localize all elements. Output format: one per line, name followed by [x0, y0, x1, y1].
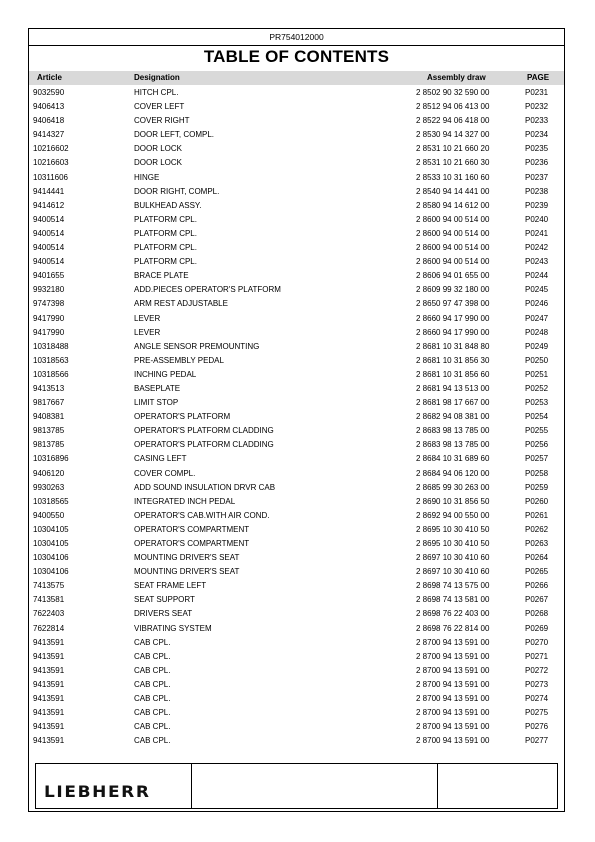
page-cell: P0249	[525, 341, 549, 351]
page-cell: P0269	[525, 623, 549, 633]
table-row	[29, 354, 564, 368]
article-cell: 9413591	[33, 665, 65, 675]
page-cell: P0258	[525, 468, 549, 478]
designation-cell: COVER RIGHT	[134, 116, 190, 126]
table-row	[29, 537, 564, 551]
page-cell: P0247	[525, 313, 549, 323]
assembly-draw-cell: 2 8683 98 13 785 00	[416, 426, 490, 436]
footer-logo-cell	[36, 764, 192, 808]
designation-cell: COVER LEFT	[134, 102, 185, 112]
table-row	[29, 171, 564, 185]
assembly-draw-cell: 2 8698 74 13 575 00	[416, 581, 490, 591]
designation-cell: OPERATOR'S PLATFORM	[134, 412, 231, 422]
assembly-draw-cell: 2 8681 94 13 513 00	[416, 383, 490, 393]
article-cell: 9413591	[33, 708, 65, 718]
table-row	[29, 326, 564, 340]
article-cell: 9406120	[33, 468, 65, 478]
document-id: PR754012000	[29, 29, 564, 46]
assembly-draw-cell: 2 8530 94 14 327 00	[416, 130, 490, 140]
table-body	[29, 86, 564, 748]
article-cell: 9413591	[33, 651, 65, 661]
column-header-page: PAGE	[527, 73, 550, 82]
designation-cell: CAB CPL.	[134, 651, 171, 661]
page-cell: P0238	[525, 186, 549, 196]
designation-cell: SEAT FRAME LEFT	[134, 581, 207, 591]
designation-cell: BULKHEAD ASSY.	[134, 200, 202, 210]
assembly-draw-cell: 2 8531 10 21 660 30	[416, 158, 490, 168]
assembly-draw-cell: 2 8700 94 13 591 00	[416, 637, 490, 647]
article-cell: 10318563	[33, 355, 69, 365]
assembly-draw-cell: 2 8650 97 47 398 00	[416, 299, 490, 309]
article-cell: 10316896	[33, 454, 69, 464]
table-row	[29, 185, 564, 199]
table-row	[29, 565, 564, 579]
designation-cell: LEVER	[134, 327, 161, 337]
table-row	[29, 551, 564, 565]
page-cell: P0251	[525, 369, 549, 379]
designation-cell: PLATFORM CPL.	[134, 228, 197, 238]
page-cell: P0231	[525, 88, 549, 97]
table-row	[29, 579, 564, 593]
assembly-draw-cell: 2 8580 94 14 612 00	[416, 200, 490, 210]
designation-cell: CAB CPL.	[134, 708, 171, 718]
table-row	[29, 424, 564, 438]
page-cell: P0234	[525, 130, 549, 140]
designation-cell: CASING LEFT	[134, 454, 187, 464]
designation-cell: INTEGRATED INCH PEDAL	[134, 496, 236, 506]
assembly-draw-cell: 2 8531 10 21 660 20	[416, 144, 490, 154]
assembly-draw-cell: 2 8700 94 13 591 00	[416, 722, 490, 732]
article-cell: 9406413	[33, 102, 65, 112]
table-row	[29, 650, 564, 664]
article-cell: 9414327	[33, 130, 65, 140]
page-cell: P0267	[525, 595, 549, 605]
designation-cell: ADD SOUND INSULATION DRVR CAB	[134, 482, 276, 492]
page-cell: P0260	[525, 496, 549, 506]
article-cell: 9400514	[33, 243, 65, 253]
page-cell: P0263	[525, 539, 549, 548]
table-row	[29, 452, 564, 466]
table-row	[29, 128, 564, 142]
assembly-draw-cell: 2 8695 10 30 410 50	[416, 524, 490, 534]
article-cell: 10304105	[33, 539, 69, 548]
column-header-assembly-draw: Assembly draw	[427, 73, 486, 82]
article-cell: 7622814	[33, 623, 65, 633]
article-cell: 9400514	[33, 214, 65, 224]
page-cell: P0245	[525, 285, 549, 295]
designation-cell: ARM REST ADJUSTABLE	[134, 299, 228, 309]
assembly-draw-cell: 2 8700 94 13 591 00	[416, 665, 490, 675]
page-cell: P0250	[525, 355, 549, 365]
designation-cell: OPERATOR'S COMPARTMENT	[134, 539, 250, 548]
article-cell: 10318488	[33, 341, 69, 351]
footer	[35, 763, 558, 809]
article-cell: 9400514	[33, 228, 65, 238]
designation-cell: CAB CPL.	[134, 679, 171, 689]
designation-cell: DOOR LEFT, COMPL.	[134, 130, 215, 140]
designation-cell: PLATFORM CPL.	[134, 257, 197, 267]
table-header	[29, 71, 564, 85]
column-header-designation: Designation	[134, 73, 180, 82]
assembly-draw-cell: 2 8681 10 31 856 30	[416, 355, 490, 365]
table-row	[29, 86, 564, 100]
assembly-draw-cell: 2 8684 10 31 689 60	[416, 454, 490, 464]
assembly-draw-cell: 2 8681 10 31 848 80	[416, 341, 490, 351]
page-cell: P0271	[525, 651, 549, 661]
page-cell: P0264	[525, 553, 549, 563]
designation-cell: LIMIT STOP	[134, 398, 179, 408]
designation-cell: OPERATOR'S PLATFORM CLADDING	[134, 426, 274, 436]
page-cell: P0239	[525, 200, 549, 210]
designation-cell: ADD.PIECES OPERATOR'S PLATFORM	[134, 285, 281, 295]
page-cell: P0265	[525, 567, 549, 577]
assembly-draw-cell: 2 8682 94 08 381 00	[416, 412, 490, 422]
assembly-draw-cell: 2 8681 10 31 856 60	[416, 369, 490, 379]
article-cell: 9413591	[33, 679, 65, 689]
designation-cell: CAB CPL.	[134, 637, 171, 647]
assembly-draw-cell: 2 8540 94 14 441 00	[416, 186, 490, 196]
table-row	[29, 100, 564, 114]
designation-cell: PLATFORM CPL.	[134, 214, 197, 224]
table-row	[29, 593, 564, 607]
table-row	[29, 156, 564, 170]
table-row	[29, 114, 564, 128]
table-row	[29, 255, 564, 269]
designation-cell: BASEPLATE	[134, 383, 181, 393]
page-cell: P0254	[525, 412, 549, 422]
page-cell: P0237	[525, 172, 549, 182]
article-cell: 9414441	[33, 186, 65, 196]
article-cell: 10311606	[33, 172, 68, 182]
table-row	[29, 678, 564, 692]
page-cell: P0275	[525, 708, 549, 718]
article-cell: 9417990	[33, 313, 65, 323]
assembly-draw-cell: 2 8697 10 30 410 60	[416, 567, 490, 577]
article-cell: 9413591	[33, 722, 65, 732]
article-cell: 10304106	[33, 567, 69, 577]
article-cell: 10318566	[33, 369, 69, 379]
page-cell: P0253	[525, 398, 549, 408]
table-row	[29, 481, 564, 495]
designation-cell: HINGE	[134, 172, 160, 182]
page-cell: P0262	[525, 524, 549, 534]
page-cell: P0235	[525, 144, 549, 154]
designation-cell: DOOR RIGHT, COMPL.	[134, 186, 220, 196]
assembly-draw-cell: 2 8660 94 17 990 00	[416, 313, 490, 323]
page-cell: P0240	[525, 214, 549, 224]
designation-cell: ANGLE SENSOR PREMOUNTING	[134, 341, 260, 351]
page-cell: P0259	[525, 482, 549, 492]
assembly-draw-cell: 2 8684 94 06 120 00	[416, 468, 490, 478]
article-cell: 9408381	[33, 412, 65, 422]
page-title: TABLE OF CONTENTS	[203, 47, 390, 66]
assembly-draw-cell: 2 8700 94 13 591 00	[416, 679, 490, 689]
article-cell: 9413513	[33, 383, 65, 393]
assembly-draw-cell: 2 8700 94 13 591 00	[416, 651, 490, 661]
article-cell: 9400550	[33, 510, 65, 520]
designation-cell: MOUNTING DRIVER'S SEAT	[134, 567, 240, 577]
assembly-draw-cell: 2 8600 94 00 514 00	[416, 228, 490, 238]
assembly-draw-cell: 2 8522 94 06 418 00	[416, 116, 490, 126]
table-row	[29, 269, 564, 283]
table-row	[29, 706, 564, 720]
table-row	[29, 734, 564, 748]
designation-cell: CAB CPL.	[134, 694, 171, 704]
page-cell: P0270	[525, 637, 549, 647]
table-row	[29, 340, 564, 354]
table-row	[29, 622, 564, 636]
article-cell: 9406418	[33, 116, 65, 126]
page-cell: P0274	[525, 694, 549, 704]
assembly-draw-cell: 2 8600 94 00 514 00	[416, 243, 490, 253]
page-cell: P0252	[525, 383, 549, 393]
article-cell: 9417990	[33, 327, 65, 337]
assembly-draw-cell: 2 8698 76 22 814 00	[416, 623, 490, 633]
page-cell: P0266	[525, 581, 549, 591]
table-row	[29, 692, 564, 706]
designation-cell: DOOR LOCK	[134, 158, 183, 168]
assembly-draw-cell: 2 8533 10 31 160 60	[416, 172, 490, 182]
table-row	[29, 368, 564, 382]
article-cell: 10318565	[33, 496, 69, 506]
article-cell: 9413591	[33, 694, 65, 704]
page-cell: P0232	[525, 102, 549, 112]
table-row	[29, 227, 564, 241]
page-cell: P0255	[525, 426, 549, 436]
page-cell: P0236	[525, 158, 549, 168]
table-row	[29, 509, 564, 523]
article-cell: 9032590	[33, 88, 65, 97]
article-cell: 9747398	[33, 299, 65, 309]
table-row	[29, 396, 564, 410]
assembly-draw-cell: 2 8502 90 32 590 00	[416, 88, 490, 97]
designation-cell: CAB CPL.	[134, 736, 171, 746]
page-frame	[28, 28, 565, 812]
assembly-draw-cell: 2 8698 74 13 581 00	[416, 595, 490, 605]
designation-cell: VIBRATING SYSTEM	[134, 623, 212, 633]
assembly-draw-cell: 2 8697 10 30 410 60	[416, 553, 490, 563]
table-row	[29, 720, 564, 734]
table-row	[29, 664, 564, 678]
article-cell: 7622403	[33, 609, 65, 619]
page-cell: P0273	[525, 679, 549, 689]
assembly-draw-cell: 2 8692 94 00 550 00	[416, 510, 490, 520]
article-cell: 10216602	[33, 144, 69, 154]
assembly-draw-cell: 2 8683 98 13 785 00	[416, 440, 490, 450]
designation-cell: DRIVERS SEAT	[134, 609, 193, 619]
page-cell: P0241	[525, 228, 549, 238]
assembly-draw-cell: 2 8600 94 00 514 00	[416, 214, 490, 224]
designation-cell: HITCH CPL.	[134, 88, 179, 97]
table-row	[29, 607, 564, 621]
assembly-draw-cell: 2 8695 10 30 410 50	[416, 539, 490, 548]
table-row	[29, 213, 564, 227]
table-row	[29, 241, 564, 255]
assembly-draw-cell: 2 8660 94 17 990 00	[416, 327, 490, 337]
designation-cell: OPERATOR'S PLATFORM CLADDING	[134, 440, 274, 450]
table-row	[29, 142, 564, 156]
article-cell: 9414612	[33, 200, 65, 210]
assembly-draw-cell: 2 8512 94 06 413 00	[416, 102, 490, 112]
table-row	[29, 199, 564, 213]
article-cell: 9813785	[33, 440, 65, 450]
designation-cell: CAB CPL.	[134, 665, 171, 675]
designation-cell: BRACE PLATE	[134, 271, 189, 281]
table-row	[29, 410, 564, 424]
article-cell: 10304106	[33, 553, 69, 563]
table-row	[29, 283, 564, 297]
table-row	[29, 297, 564, 311]
page-cell: P0233	[525, 116, 549, 126]
designation-cell: PLATFORM CPL.	[134, 243, 197, 253]
designation-cell: COVER COMPL.	[134, 468, 196, 478]
article-cell: 7413575	[33, 581, 65, 591]
table-row	[29, 467, 564, 481]
footer-blank-cell	[191, 764, 438, 808]
article-cell: 9932180	[33, 285, 65, 295]
table-row	[29, 312, 564, 326]
assembly-draw-cell: 2 8609 99 32 180 00	[416, 285, 490, 295]
assembly-draw-cell: 2 8700 94 13 591 00	[416, 736, 490, 746]
page-cell: P0242	[525, 243, 549, 253]
assembly-draw-cell: 2 8700 94 13 591 00	[416, 694, 490, 704]
table-row	[29, 438, 564, 452]
page-cell: P0257	[525, 454, 549, 464]
page-cell: P0276	[525, 722, 549, 732]
article-cell: 9813785	[33, 426, 65, 436]
designation-cell: OPERATOR'S COMPARTMENT	[134, 524, 250, 534]
assembly-draw-cell: 2 8690 10 31 856 50	[416, 496, 490, 506]
article-cell: 9413591	[33, 637, 65, 647]
page-cell: P0268	[525, 609, 549, 619]
table-row	[29, 495, 564, 509]
column-header-article: Article	[37, 73, 62, 82]
designation-cell: CAB CPL.	[134, 722, 171, 732]
designation-cell: SEAT SUPPORT	[134, 595, 195, 605]
page-cell: P0261	[525, 510, 549, 520]
article-cell: 9817667	[33, 398, 65, 408]
page-cell: P0272	[525, 665, 549, 675]
page-cell: P0244	[525, 271, 549, 281]
article-cell: 9930263	[33, 482, 65, 492]
article-cell: 9401655	[33, 271, 65, 281]
page-cell: P0246	[525, 299, 549, 309]
assembly-draw-cell: 2 8600 94 00 514 00	[416, 257, 490, 267]
page-cell: P0243	[525, 257, 549, 267]
article-cell: 9400514	[33, 257, 65, 267]
assembly-draw-cell: 2 8681 98 17 667 00	[416, 398, 490, 408]
page-cell: P0248	[525, 327, 549, 337]
article-cell: 10304105	[33, 524, 69, 534]
liebherr-logo: LIEBHERR	[44, 782, 151, 802]
article-cell: 9413591	[33, 736, 65, 746]
designation-cell: DOOR LOCK	[134, 144, 183, 154]
designation-cell: MOUNTING DRIVER'S SEAT	[134, 553, 240, 563]
table-row	[29, 382, 564, 396]
assembly-draw-cell: 2 8685 99 30 263 00	[416, 482, 490, 492]
designation-cell: PRE-ASSEMBLY PEDAL	[134, 355, 224, 365]
designation-cell: OPERATOR'S CAB.WITH AIR COND.	[134, 510, 270, 520]
designation-cell: LEVER	[134, 313, 161, 323]
designation-cell: INCHING PEDAL	[134, 369, 197, 379]
page-cell: P0277	[525, 736, 549, 746]
assembly-draw-cell: 2 8606 94 01 655 00	[416, 271, 490, 281]
article-cell: 10216603	[33, 158, 69, 168]
article-cell: 7413581	[33, 595, 65, 605]
page-cell: P0256	[525, 440, 549, 450]
assembly-draw-cell: 2 8700 94 13 591 00	[416, 708, 490, 718]
table-row	[29, 636, 564, 650]
assembly-draw-cell: 2 8698 76 22 403 00	[416, 609, 490, 619]
table-row	[29, 523, 564, 537]
